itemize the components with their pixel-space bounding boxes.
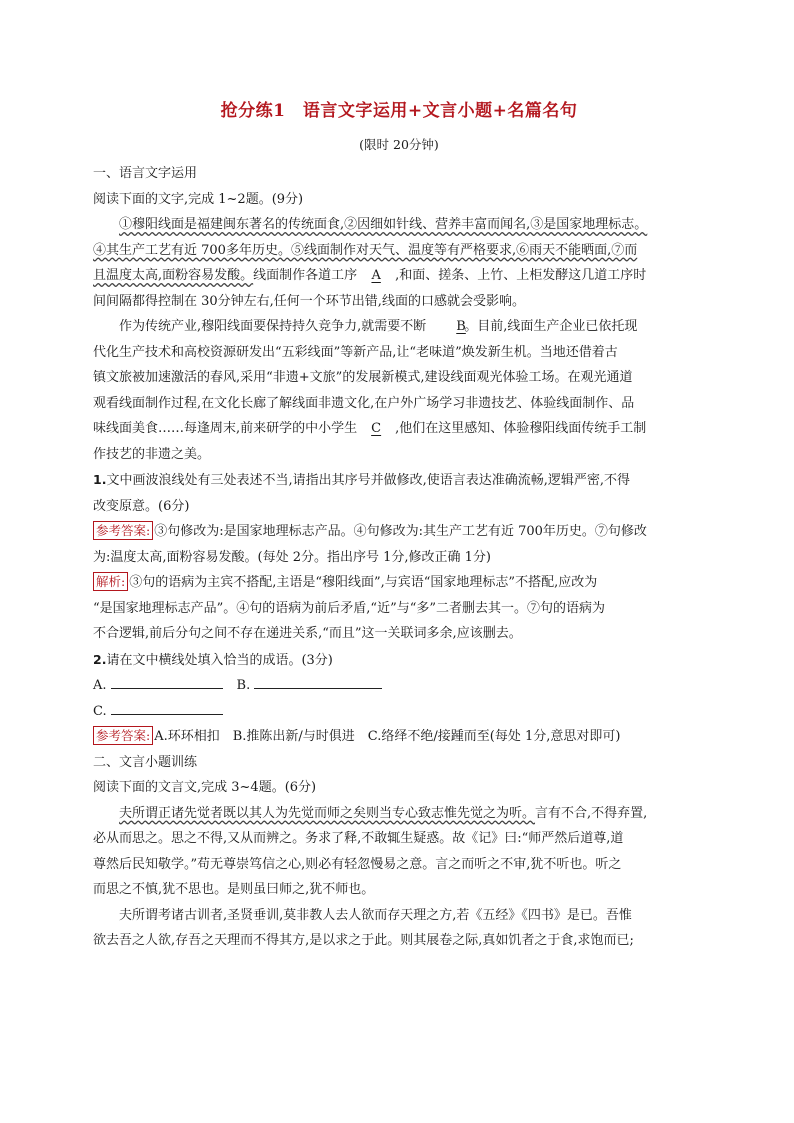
- wavy-sentence: ④其生产工艺有近 700多年历史。⑤线面制作对天气、温度等有严格要求,⑥雨天不能晒面,⑦而: [93, 242, 638, 258]
- blank-c: C: [371, 421, 382, 436]
- answer-blank-a[interactable]: A.: [93, 673, 223, 699]
- passage-paragraph-1: ①穆阳线面是福建闽东著名的传统面食,②因细如针线、营养丰富而闻名,③是国家地理标志。 ④其生产工艺有近 700多年历史。⑤线面制作对天气、温度等有严格要求,⑥雨天不能晒面,⑦而 且温度太高,面粉容易发酸。线面制作各道工序 A ,和面、搓条、上竹、上柜发酵这几道工序时 间间隔都得控制在 30分钟左右,任何一个环节出错,线面的口感就会受影响。: [93, 217, 648, 309]
- answer-blank-b[interactable]: B.: [237, 673, 383, 699]
- classical-passage: 夫所谓正诸先觉者既以其人为先觉而师之矣则当专心致志惟先觉之为听。言有不合,不得弃置, 必从而思之。思之不得,又从而辨之。务求了释,不敢辄生疑惑。故《记》曰:“师严然后道尊,道 尊然后民知敬学。”苟无尊崇笃信之心,则必有轻忽慢易之意。言之而听之不审,犹不听也。听之 而思之不慎,犹不思也。是则虽曰师之,犹不师也。 夫所谓考诸古训者,圣贤垂训,莫非教人去人欲而存天理之方,若《五经》《四书》是已。吾惟 欲去吾之人欲,存吾之天理而不得其方,是以求之于此。则其展卷之际,真如饥者之于食,求饱而已;: [93, 805, 648, 948]
- wavy-sentence: 夫所谓正诸先觉者既以其人为先觉而师之矣则当专心致志惟先觉之为听。: [119, 805, 536, 821]
- answer-label: 参考答案:: [93, 726, 153, 745]
- document-page: [93, 96, 705, 954]
- passage-paragraph-2: 作为传统产业,穆阳线面要保持持久竞争力,就需要不断 B。目前,线面生产企业已依托现 代化生产技术和高校资源研发出“五彩线面”等新产品,让“老味道”焕发新生机。当地还借着古 镇文旅被加速激活的春风,采用“非遗+文旅”的发展新模式,建设线面观光体验工场。在观光通道 观看线面制作过程,在文化长廊了解线面非遗文化,在户外广场学习非遗技艺、体验线面制作、品 味线面美食……每逢周末,前来研学的中小学生 C ,他们在这里感知、体验穆阳线面传统手工制 作技艺的非遗之美。: [93, 314, 705, 467]
- question-2: 2.请在文中横线处填入恰当的成语。(3分) A. B. C. 参考答案: A.环环相扣 B.推陈出新/与时俱进 C.络绎不绝/接踵而至(每处 1分,意思对即可): [93, 651, 621, 744]
- answer-blank-c[interactable]: C.: [93, 699, 223, 725]
- section-heading-classical: 二、文言小题训练: [93, 754, 198, 770]
- page-title: 抢分练1 语言文字运用+文言小题+名篇名句: [220, 101, 578, 121]
- section-instruction: 阅读下面的文字,完成 1~2题。(9分): [93, 191, 304, 207]
- section-heading-language: 一、语言文字运用: [93, 166, 198, 181]
- analysis-label: 解析:: [93, 572, 128, 591]
- wavy-sentence: 且温度太高,面粉容易发酸。: [93, 268, 254, 283]
- time-limit: (限时 20分钟): [359, 137, 439, 152]
- answer-label: 参考答案:: [93, 521, 153, 540]
- section-instruction: 阅读下面的文言文,完成 3~4题。(6分): [93, 780, 317, 795]
- question-number: 1.: [93, 472, 107, 487]
- question-1: 1.文中画波浪线处有三处表述不当,请指出其序号并做修改,使语言表达准确流畅,逻辑严密,不得 改变原意。(6分) 参考答案: ③句修改为:是国家地理标志产品。④句修改为:其生产工艺有近 700年历史。⑦句修改 为:温度太高,面粉容易发酸。(每处 2分。指出序号 1分,修改正确 1分) 解析: ③句的语病为主宾不搭配,主语是“穆阳线面”,与宾语“国家地理标志”不搭配,应改为 “是国家地理标志产品”。④句的语病为前后矛盾,“近”与“多”二者删去其一。⑦句的语病为 不合逻辑,前后分句之间不存在递进关系,“而且”这一关联词多余,应该删去。: [93, 472, 647, 641]
- question-number: 2.: [93, 651, 107, 667]
- wavy-sentence: ①穆阳线面是福建闽东著名的传统面食,②因细如针线、营养丰富而闻名,③是国家地理标志。: [119, 217, 648, 232]
- blank-b: B: [456, 319, 466, 334]
- blank-a: A: [371, 268, 381, 283]
